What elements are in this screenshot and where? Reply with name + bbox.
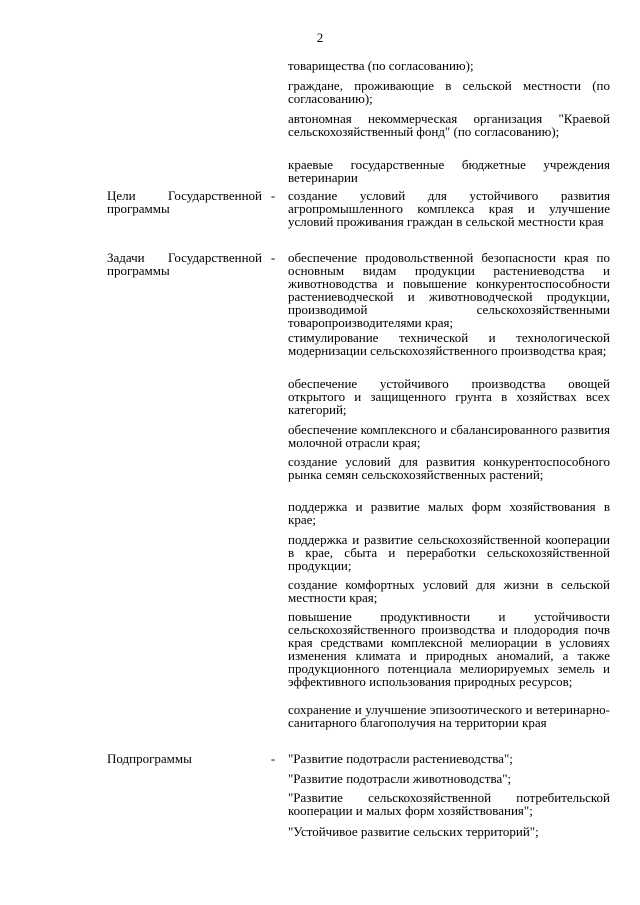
subprogram-item: "Развитие сельскохозяйственной потребительской кооперации и малых форм хозяйствования"; — [288, 790, 610, 818]
tasks-dash: - — [270, 250, 276, 265]
participants-item: товарищества (по согласованию); — [288, 58, 474, 73]
tasks-item: создание комфортных условий для жизни в сельской местности края; — [288, 577, 610, 605]
tasks-item: поддержка и развитие малых форм хозяйствования в крае; — [288, 499, 610, 527]
tasks-item: обеспечение устойчивого производства овощей открытого и защищенного грунта в хозяйствах всех категорий; — [288, 376, 610, 417]
page-number: 2 — [316, 30, 324, 45]
tasks-item: повышение продуктивности и устойчивости сельскохозяйственного производства и плодородия почв края средствами комплексной мелиорации в условиях изменения климата и природных аномалий, а также продукционного потенциала мелиорируемых земель и эффективного использования природных ресурсов; — [288, 609, 610, 689]
subprogram-item: "Устойчивое развитие сельских территорий"; — [288, 824, 539, 839]
participants-item: автономная некоммерческая организация "Краевой сельскохозяйственный фонд" (по согласованию); — [288, 111, 610, 139]
subprogram-item: "Развитие подотрасли растениеводства"; — [288, 751, 513, 766]
goals-dash: - — [270, 188, 276, 203]
goals-item: создание условий для устойчивого развития агропромышленного комплекса края и улучшение условий проживания граждан в сельской местности края — [288, 188, 610, 229]
participants-item: граждане, проживающие в сельской местности (по согласованию); — [288, 78, 610, 106]
tasks-label: Задачи Государственной программы — [107, 250, 262, 278]
subprograms-dash: - — [270, 751, 276, 766]
tasks-item: обеспечение продовольственной безопасности края по основным видам продукции растениеводства и животноводства и повышение конкурентоспособности растениеводческой и животноводческой продукции, производимой сельскохозяйственными товаропроизводителями края; — [288, 250, 610, 330]
tasks-item: поддержка и развитие сельскохозяйственной кооперации в крае, сбыта и переработки сельскохозяйственной продукции; — [288, 532, 610, 573]
tasks-item: сохранение и улучшение эпизоотического и ветеринарно-санитарного благополучия на территории края — [288, 702, 610, 730]
goals-label: Цели Государственной программы — [107, 188, 262, 216]
subprogram-item: "Развитие подотрасли животноводства"; — [288, 771, 512, 786]
tasks-item: создание условий для развития конкурентоспособного рынка семян сельскохозяйственных растений; — [288, 454, 610, 482]
tasks-item: обеспечение комплексного и сбалансированного развития молочной отрасли края; — [288, 422, 610, 450]
subprograms-label: Подпрограммы — [107, 751, 192, 766]
tasks-item: стимулирование технической и технологической модернизации сельскохозяйственного производства края; — [288, 330, 610, 358]
participants-item: краевые государственные бюджетные учреждения ветеринарии — [288, 157, 610, 185]
